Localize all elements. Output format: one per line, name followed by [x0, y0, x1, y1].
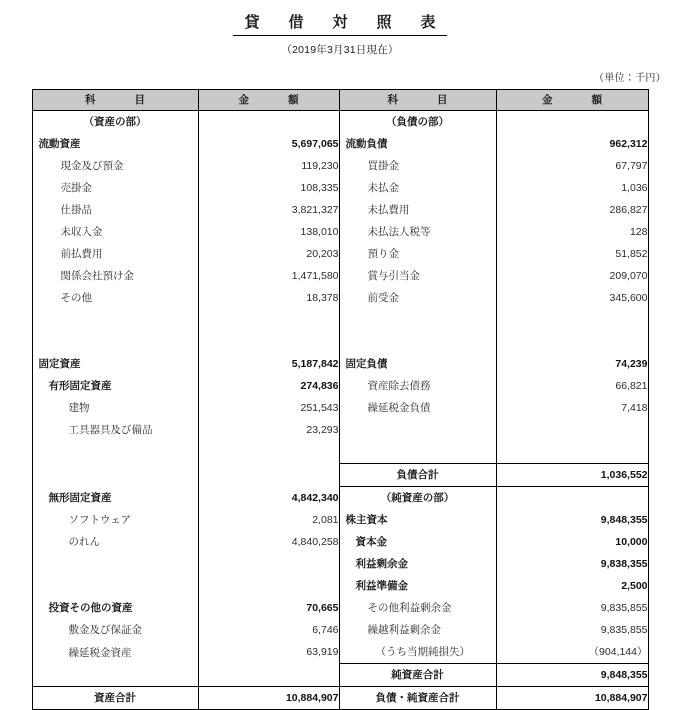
amount-right: 128: [496, 221, 648, 243]
table-row: [32, 221, 648, 243]
account-label-right: 固定負債: [339, 353, 496, 375]
account-label-right: 株主資本: [339, 509, 496, 531]
title-block: [0, 0, 680, 57]
amount-left: 70,665: [198, 597, 339, 619]
amount-left: [198, 110, 339, 133]
page-title: 貸 借 対 照 表: [233, 14, 446, 36]
account-label-left: （資産の部）: [32, 110, 198, 133]
as-of-date: （2019年3月31日現在）: [281, 43, 399, 56]
amount-left: 4,842,340: [198, 486, 339, 509]
account-label-right: 負債合計: [339, 463, 496, 486]
unit-note: （単位：千円）: [593, 72, 666, 84]
account-label-right: （うち当期純損失）: [339, 641, 496, 664]
account-label-left: [32, 309, 198, 331]
table-row: [32, 597, 648, 619]
account-label-left: 建物: [32, 397, 198, 419]
amount-left: 63,919: [198, 641, 339, 664]
table-row: [32, 287, 648, 309]
account-label-right: [339, 441, 496, 464]
account-label-left: [32, 331, 198, 353]
table-row: [32, 397, 648, 419]
account-label-right: 賞与引当金: [339, 265, 496, 287]
table-row: [32, 375, 648, 397]
table-row: [32, 441, 648, 464]
amount-left: [198, 575, 339, 597]
amount-right: [496, 441, 648, 464]
account-label-left: 工具器具及び備品: [32, 419, 198, 441]
account-label-right: 未払金: [339, 177, 496, 199]
amount-left: [198, 441, 339, 464]
table-row: [32, 133, 648, 155]
balance-sheet-table: [32, 89, 649, 710]
account-label-left: [32, 553, 198, 575]
amount-right: [496, 486, 648, 509]
account-label-right: 預り金: [339, 243, 496, 265]
table-row: [32, 243, 648, 265]
account-label-left: 売掛金: [32, 177, 198, 199]
account-label-left: 敷金及び保証金: [32, 619, 198, 641]
amount-right: 9,835,855: [496, 597, 648, 619]
amount-right: 1,036,552: [496, 463, 648, 486]
amount-left: 2,081: [198, 509, 339, 531]
account-label-right: 買掛金: [339, 155, 496, 177]
amount-right: （904,144）: [496, 641, 648, 664]
account-label-right: 純資産合計: [339, 663, 496, 686]
amount-right: 286,827: [496, 199, 648, 221]
table-row: [32, 619, 648, 641]
header-amount-left: 金 額: [198, 89, 339, 110]
account-label-left: 現金及び預金: [32, 155, 198, 177]
amount-left: 20,203: [198, 243, 339, 265]
amount-left: [198, 309, 339, 331]
amount-right: 9,838,355: [496, 553, 648, 575]
table-row: [32, 553, 648, 575]
table-row: [32, 531, 648, 553]
amount-left: 5,187,842: [198, 353, 339, 375]
account-label-right: 資本金: [339, 531, 496, 553]
amount-right: 74,239: [496, 353, 648, 375]
account-label-right: [339, 331, 496, 353]
amount-left: 138,010: [198, 221, 339, 243]
amount-right: 66,821: [496, 375, 648, 397]
account-label-right: 利益剰余金: [339, 553, 496, 575]
table-row: [32, 353, 648, 375]
table-row: [32, 486, 648, 509]
amount-right: 67,797: [496, 155, 648, 177]
table-row: [32, 463, 648, 486]
account-label-left: [32, 575, 198, 597]
table-row: [32, 509, 648, 531]
account-label-left: 流動資産: [32, 133, 198, 155]
header-account-right: 科 目: [339, 89, 496, 110]
account-label-left: 無形固定資産: [32, 486, 198, 509]
amount-right: 9,835,855: [496, 619, 648, 641]
header-account-left: 科 目: [32, 89, 198, 110]
amount-left: 108,335: [198, 177, 339, 199]
account-label-right: 流動負債: [339, 133, 496, 155]
table-row: [32, 331, 648, 353]
table-header-row: [32, 89, 648, 110]
account-label-left: 仕掛品: [32, 199, 198, 221]
account-label-right: その他利益剰余金: [339, 597, 496, 619]
account-label-left: 固定資産: [32, 353, 198, 375]
amount-left: 5,697,065: [198, 133, 339, 155]
grand-total-label-right: 負債・純資産合計: [339, 686, 496, 709]
account-label-left: ソフトウェア: [32, 509, 198, 531]
grand-total-amount-right: 10,884,907: [496, 686, 648, 709]
account-label-right: 前受金: [339, 287, 496, 309]
account-label-right: 未払費用: [339, 199, 496, 221]
amount-left: 1,471,580: [198, 265, 339, 287]
amount-right: 345,600: [496, 287, 648, 309]
account-label-left: 投資その他の資産: [32, 597, 198, 619]
amount-left: [198, 553, 339, 575]
amount-right: [496, 309, 648, 331]
amount-left: [198, 463, 339, 486]
amount-left: 18,378: [198, 287, 339, 309]
account-label-left: [32, 663, 198, 686]
table-row: [32, 309, 648, 331]
amount-left: 6,746: [198, 619, 339, 641]
amount-right: [496, 110, 648, 133]
amount-left: [198, 663, 339, 686]
amount-left: 4,840,258: [198, 531, 339, 553]
amount-left: 274,836: [198, 375, 339, 397]
account-label-right: 資産除去債務: [339, 375, 496, 397]
amount-right: 209,070: [496, 265, 648, 287]
amount-right: [496, 419, 648, 441]
account-label-left: 関係会社預け金: [32, 265, 198, 287]
amount-left: 3,821,327: [198, 199, 339, 221]
account-label-right: [339, 309, 496, 331]
table-row: [32, 419, 648, 441]
table-row: [32, 155, 648, 177]
amount-right: 2,500: [496, 575, 648, 597]
account-label-left: その他: [32, 287, 198, 309]
amount-left: [198, 331, 339, 353]
header-amount-right: 金 額: [496, 89, 648, 110]
account-label-right: [339, 419, 496, 441]
amount-right: 1,036: [496, 177, 648, 199]
amount-left: 251,543: [198, 397, 339, 419]
amount-right: [496, 331, 648, 353]
account-label-right: 利益準備金: [339, 575, 496, 597]
account-label-left: 繰延税金資産: [32, 641, 198, 664]
grand-total-amount-left: 10,884,907: [198, 686, 339, 709]
amount-right: 962,312: [496, 133, 648, 155]
amount-right: 9,848,355: [496, 509, 648, 531]
account-label-left: 未収入金: [32, 221, 198, 243]
amount-left: 23,293: [198, 419, 339, 441]
table-row: [32, 110, 648, 133]
table-row: [32, 265, 648, 287]
account-label-right: 繰越利益剰余金: [339, 619, 496, 641]
account-label-right: 未払法人税等: [339, 221, 496, 243]
account-label-right: （負債の部）: [339, 110, 496, 133]
grand-total-row: [32, 686, 648, 709]
account-label-right: 繰延税金負債: [339, 397, 496, 419]
table-row: [32, 199, 648, 221]
account-label-left: のれん: [32, 531, 198, 553]
amount-right: 7,418: [496, 397, 648, 419]
account-label-left: [32, 441, 198, 464]
table-body: [32, 110, 648, 686]
table-row: [32, 663, 648, 686]
table-row: [32, 641, 648, 664]
account-label-left: 前払費用: [32, 243, 198, 265]
table-row: [32, 177, 648, 199]
amount-right: 10,000: [496, 531, 648, 553]
amount-left: 119,230: [198, 155, 339, 177]
grand-total-label-left: 資産合計: [32, 686, 198, 709]
amount-right: 51,852: [496, 243, 648, 265]
account-label-right: （純資産の部）: [339, 486, 496, 509]
amount-right: 9,848,355: [496, 663, 648, 686]
account-label-left: 有形固定資産: [32, 375, 198, 397]
account-label-left: [32, 463, 198, 486]
table-row: [32, 575, 648, 597]
